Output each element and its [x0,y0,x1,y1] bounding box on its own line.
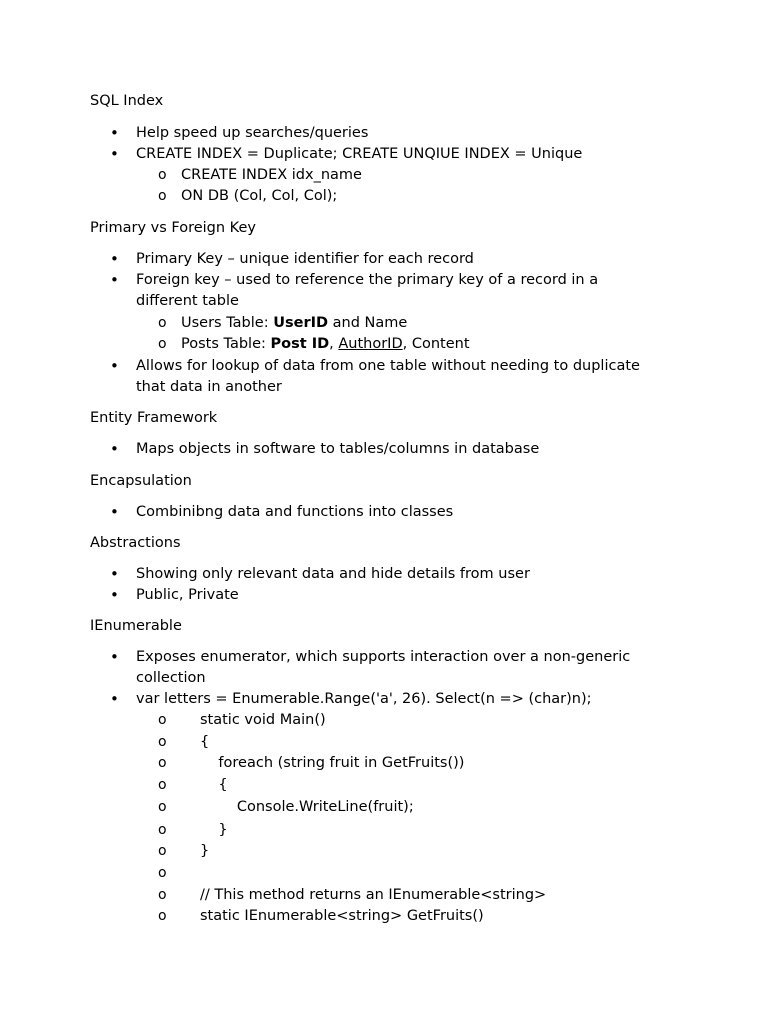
list-item-continuation: that data in another [136,379,282,395]
users-table-rest: and Name [328,315,408,331]
bullet: • [110,145,119,163]
heading-sql-index: SQL Index [90,93,164,109]
code-line: Console.WriteLine(fruit); [200,799,414,815]
users-table-label: Users Table: [181,315,274,331]
sub-bullet: o [158,188,167,204]
list-item: Foreign key – used to reference the primary key of a record in a [136,272,599,288]
sub-bullet: o [158,799,167,815]
sub-bullet: o [158,865,167,881]
posts-table-label: Posts Table: [181,336,271,352]
bullet: • [110,648,119,666]
code-line: } [200,843,210,859]
list-item: CREATE INDEX = Duplicate; CREATE UNQIUE INDEX = Unique [136,146,583,162]
list-item: var letters = Enumerable.Range('a', 26). Select(n => (char)n); [136,691,592,707]
sub-list-item: CREATE INDEX idx_name [181,167,362,183]
sub-list-item-users-table [181,313,407,334]
bullet: • [110,586,119,604]
list-item: Showing only relevant data and hide details from user [136,566,530,582]
list-item: Public, Private [136,587,239,603]
list-item: Maps objects in software to tables/columns in database [136,441,540,457]
list-item: Allows for lookup of data from one table without needing to duplicate [136,358,640,374]
code-line: } [200,822,228,838]
list-item-continuation: collection [136,670,206,686]
code-line: // This method returns an IEnumerable<string> [200,887,547,903]
list-item: Primary Key – unique identifier for each record [136,251,474,267]
users-table-key: UserID [273,315,329,331]
sub-bullet: o [158,843,167,859]
bullet: • [110,271,119,289]
heading-encapsulation: Encapsulation [90,473,192,489]
sub-bullet: o [158,712,167,728]
heading-primary-foreign-key: Primary vs Foreign Key [90,220,256,236]
sub-bullet: o [158,755,167,771]
bullet: • [110,357,119,375]
code-line: foreach (string fruit in GetFruits()) [200,755,465,771]
bullet: • [110,565,119,583]
posts-table-sep: , [329,336,339,352]
code-line: { [200,777,228,793]
list-item: Exposes enumerator, which supports interaction over a non-generic [136,649,631,665]
bullet: • [110,503,119,521]
list-item: Help speed up searches/queries [136,125,369,141]
list-item-continuation: different table [136,293,239,309]
bullet: • [110,124,119,142]
sub-bullet: o [158,822,167,838]
sub-bullet: o [158,315,167,331]
sub-bullet: o [158,777,167,793]
sub-bullet: o [158,887,167,903]
posts-table-rest: , Content [402,336,470,352]
sub-bullet: o [158,167,167,183]
heading-ienumerable: IEnumerable [90,618,182,634]
sub-list-item: ON DB (Col, Col, Col); [181,188,338,204]
bullet: • [110,440,119,458]
code-line: static IEnumerable<string> GetFruits() [200,908,484,924]
heading-entity-framework: Entity Framework [90,410,218,426]
list-item: Combinibng data and functions into classes [136,504,454,520]
sub-bullet: o [158,908,167,924]
code-line: { [200,734,210,750]
heading-abstractions: Abstractions [90,535,181,551]
code-line: static void Main() [200,712,326,728]
sub-bullet: o [158,734,167,750]
posts-table-foreign-key: AuthorID [338,336,403,352]
posts-table-key: Post ID [270,336,330,352]
sub-bullet: o [158,336,167,352]
bullet: • [110,250,119,268]
bullet: • [110,690,119,708]
sub-list-item-posts-table [181,334,470,355]
